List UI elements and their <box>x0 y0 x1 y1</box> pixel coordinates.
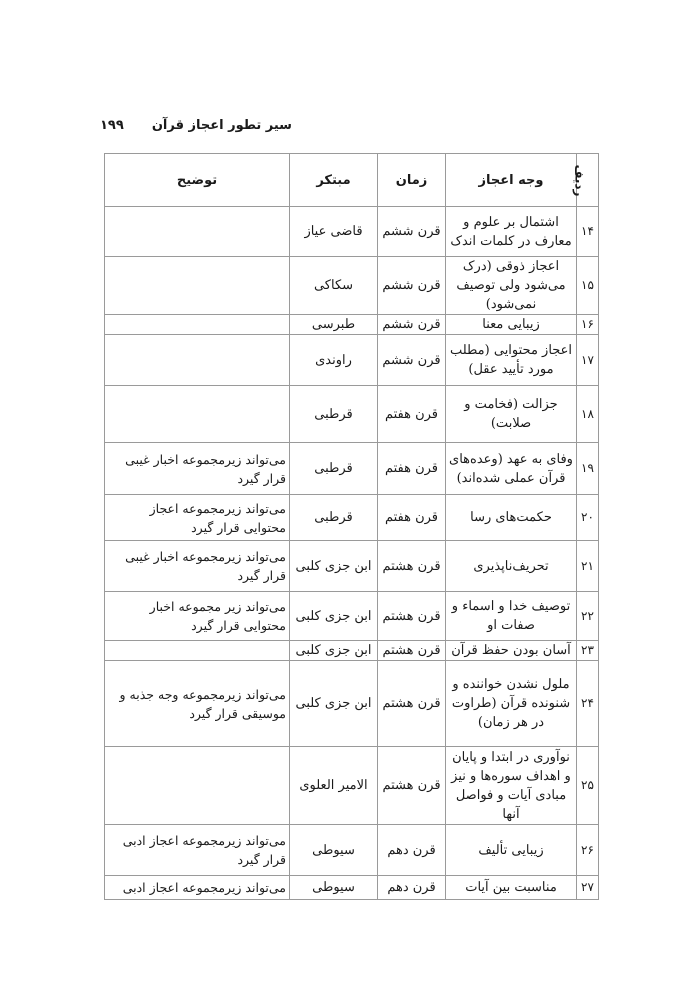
table-row <box>105 257 599 315</box>
note-cell <box>105 386 290 443</box>
row-number: ۱۷ <box>577 335 599 386</box>
era-cell: قرن هفتم <box>378 495 446 541</box>
table-row <box>105 495 599 541</box>
aspect-cell: اشتمال بر علوم و معارف در کلمات اندک <box>446 207 577 257</box>
note-cell: می‌تواند زیرمجموعه اعجاز محتوایی قرار گیرد <box>105 495 290 541</box>
aspect-cell: ملول نشدن خواننده و شنونده قرآن (طراوت در هر زمان) <box>446 661 577 747</box>
era-cell: قرن هشتم <box>378 641 446 661</box>
originator-cell: ابن جزی کلبی <box>290 661 378 747</box>
era-cell: قرن ششم <box>378 335 446 386</box>
table-row <box>105 747 599 825</box>
aspect-cell: زیبایی تألیف <box>446 825 577 876</box>
running-title: سیر تطور اعجاز قرآن <box>151 117 292 133</box>
table-row <box>105 207 599 257</box>
header-row-number: ردیف <box>577 154 599 207</box>
aspect-cell: جزالت (فخامت و صلابت) <box>446 386 577 443</box>
row-number: ۲۵ <box>577 747 599 825</box>
originator-cell: طبرسی <box>290 315 378 335</box>
originator-cell: قرطبی <box>290 386 378 443</box>
row-number: ۲۷ <box>577 876 599 900</box>
note-cell <box>105 207 290 257</box>
row-number: ۱۸ <box>577 386 599 443</box>
table-row <box>105 335 599 386</box>
note-cell <box>105 747 290 825</box>
originator-cell: سکاکی <box>290 257 378 315</box>
row-number: ۲۶ <box>577 825 599 876</box>
table-row <box>105 592 599 641</box>
row-number: ۲۰ <box>577 495 599 541</box>
originator-cell: قرطبی <box>290 443 378 495</box>
note-cell: می‌تواند زیر مجموعه اخبار محتوایی قرار گیرد <box>105 592 290 641</box>
era-cell: قرن هفتم <box>378 443 446 495</box>
aspect-cell: وفای به عهد (وعده‌های قرآن عملی شده‌اند) <box>446 443 577 495</box>
note-cell <box>105 315 290 335</box>
aspect-cell: مناسبت بین آیات <box>446 876 577 900</box>
aspect-cell: حکمت‌های رسا <box>446 495 577 541</box>
header-aspect: وجه اعجاز <box>446 154 577 207</box>
aspect-cell: اعجاز ذوقی (درک می‌شود ولی توصیف نمی‌شود) <box>446 257 577 315</box>
table-header-row <box>105 154 599 207</box>
header-era: زمان <box>378 154 446 207</box>
row-number: ۲۲ <box>577 592 599 641</box>
note-cell: می‌تواند زیرمجموعه وجه جذبه و موسیقی قرار گیرد <box>105 661 290 747</box>
header-note: توضیح <box>105 154 290 207</box>
era-cell: قرن هشتم <box>378 661 446 747</box>
table-row <box>105 386 599 443</box>
note-cell: می‌تواند زیرمجموعه اعجاز ادبی <box>105 876 290 900</box>
originator-cell: سیوطی <box>290 876 378 900</box>
row-number: ۲۴ <box>577 661 599 747</box>
originator-cell: ابن جزی کلبی <box>290 592 378 641</box>
header-originator: مبتکر <box>290 154 378 207</box>
era-cell: قرن هشتم <box>378 541 446 592</box>
aspect-cell: آسان بودن حفظ قرآن <box>446 641 577 661</box>
era-cell: قرن هفتم <box>378 386 446 443</box>
page-number: ۱۹۹ <box>100 117 124 133</box>
era-cell: قرن هشتم <box>378 747 446 825</box>
table-row <box>105 876 599 900</box>
table-row <box>105 541 599 592</box>
era-cell: قرن دهم <box>378 825 446 876</box>
aspect-cell: توصیف خدا و اسماء و صفات او <box>446 592 577 641</box>
row-number: ۱۹ <box>577 443 599 495</box>
originator-cell: قاضی عیاز <box>290 207 378 257</box>
note-cell: می‌تواند زیرمجموعه اعجاز ادبی قرار گیرد <box>105 825 290 876</box>
row-number: ۲۳ <box>577 641 599 661</box>
note-cell: می‌تواند زیرمجموعه اخبار غیبی قرار گیرد <box>105 541 290 592</box>
aspect-cell: زیبایی معنا <box>446 315 577 335</box>
note-cell: می‌تواند زیرمجموعه اخبار غیبی قرار گیرد <box>105 443 290 495</box>
era-cell: قرن ششم <box>378 257 446 315</box>
aspect-cell: نوآوری در ابتدا و پایان و اهداف سوره‌ها و نیز مبادی آیات و فواصل آنها <box>446 747 577 825</box>
running-header <box>100 114 292 136</box>
row-number: ۱۴ <box>577 207 599 257</box>
era-cell: قرن دهم <box>378 876 446 900</box>
era-cell: قرن هشتم <box>378 592 446 641</box>
row-number: ۱۶ <box>577 315 599 335</box>
originator-cell: ابن جزی کلبی <box>290 541 378 592</box>
table-row <box>105 661 599 747</box>
note-cell <box>105 335 290 386</box>
era-cell: قرن ششم <box>378 315 446 335</box>
aspect-cell: تحریف‌ناپذیری <box>446 541 577 592</box>
note-cell <box>105 257 290 315</box>
originator-cell: سیوطی <box>290 825 378 876</box>
table-row <box>105 443 599 495</box>
miracle-aspects-table <box>104 153 599 900</box>
table-row <box>105 641 599 661</box>
originator-cell: راوندی <box>290 335 378 386</box>
originator-cell: الامیر العلوی <box>290 747 378 825</box>
aspect-cell: اعجاز محتوایی (مطلب مورد تأیید عقل) <box>446 335 577 386</box>
table-row <box>105 315 599 335</box>
note-cell <box>105 641 290 661</box>
table-row <box>105 825 599 876</box>
originator-cell: ابن جزی کلبی <box>290 641 378 661</box>
row-number: ۲۱ <box>577 541 599 592</box>
row-number: ۱۵ <box>577 257 599 315</box>
era-cell: قرن ششم <box>378 207 446 257</box>
originator-cell: قرطبی <box>290 495 378 541</box>
